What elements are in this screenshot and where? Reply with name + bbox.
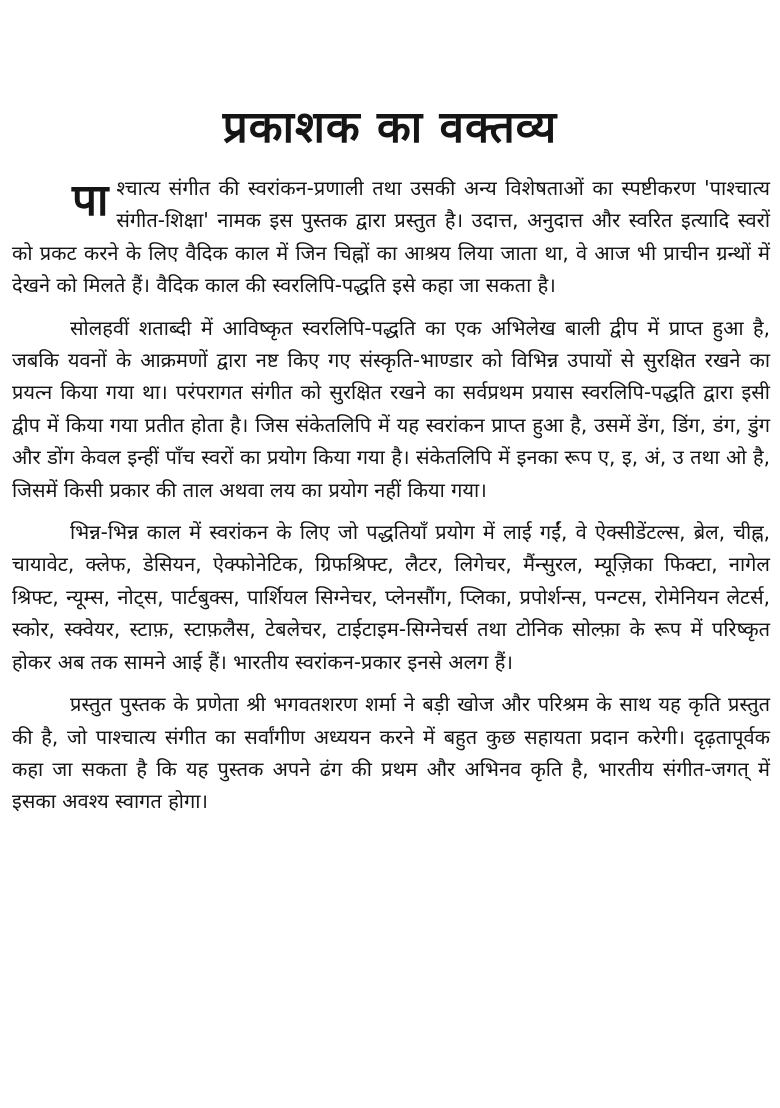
paragraph-4: प्रस्तुत पुस्तक के प्रणेता श्री भगवतशरण शर्मा ने बड़ी खोज और परिश्रम के साथ यह कृति प्रस्तुत की है, जो पाश्चात्य संगीत का सर्वांगीण अध्ययन करने में बहुत कुछ सहायता प्रदान करेगी। दृढ़तापूर्वक कहा जा सकता है कि यह पुस्तक अपने ढंग की प्रथम और अभिनव कृति है, भारतीय संगीत-जगत् में इसका अवश्य स्वागत होगा। bbox=[12, 692, 770, 814]
drop-cap: पा bbox=[72, 175, 109, 226]
document-body bbox=[12, 172, 770, 828]
paragraph-3: भिन्न-भिन्न काल में स्वरांकन के लिए जो पद्धतियाँ प्रयोग में लाई गईं, वे ऐक्सीडेंटल्स, ब्रेल, चीह्न, चायावेट, क्लेफ, डेसियन, ऐक्फोनेटिक, ग्रिफश्रिफ्ट, लैटर, लिगेचर, मैंन्सुरल, म्यूज़िका फिक्टा, नागेल श्रिफ्ट, न्यूम्स, नोट्स, पार्टबुक्स, पार्शियल सिग्नेचर, प्लेनसौंग, प्लिका, प्रपोर्शन्स, पन्ग्टस, रोमेनियन लेटर्स, स्कोर, स्क्वेयर, स्टाफ़, स्टाफ़लैस, टेबलेचर, टाईटाइम-सिग्नेचर्स तथा टोनिक सोल्फ़ा के रूप में परिष्कृत होकर अब तक सामने आई हैं। भारतीय स्वरांकन-प्रकार इनसे अलग हैं। bbox=[12, 520, 770, 674]
page-title: प्रकाशक का वक्तव्य bbox=[222, 102, 558, 153]
paragraph-2: सोलहवीं शताब्दी में आविष्कृत स्वरलिपि-पद्धति का एक अभिलेख बाली द्वीप में प्राप्त हुआ है, जबकि यवनों के आक्रमणों द्वारा नष्ट किए गए संस्कृति-भाण्डार को विभिन्न उपायों से सुरक्षित रखने का प्रयत्न किया गया था। परंपरागत संगीत को सुरक्षित रखने का सर्वप्रथम प्रयास स्वरलिपि-पद्धति द्वारा इसी द्वीप में किया गया प्रतीत होता है। जिस संकेतलिपि में यह स्वरांकन प्राप्त हुआ है, उसमें डेंग, डिंग, डंग, डुंग और डोंग केवल इन्हीं पाँच स्वरों का प्रयोग किया गया है। संकेतलिपि में इनका रूप ए, इ, अं, उ तथा ओ है, जिसमें किसी प्रकार की ताल अथवा लय का प्रयोग नहीं किया गया। bbox=[12, 315, 770, 502]
paragraph-1-text: श्चात्य संगीत की स्वरांकन-प्रणाली तथा उसकी अन्य विशेषताओं का स्पष्टीकरण 'पाश्चात्य संगीत-शिक्षा' नामक इस पुस्तक द्वारा प्रस्तुत है। उदात्त, अनुदात्त और स्वरित इत्यादि स्वरों को प्रकट करने के लिए वैदिक काल में जिन चिह्नों का आश्रय लिया जाता था, वे आज भी प्राचीन ग्रन्थों में देखने को मिलते हैं। वैदिक काल की स्वरलिपि-पद्धति इसे कहा जा सकता है। bbox=[12, 176, 770, 298]
paragraph-1 bbox=[12, 172, 770, 302]
